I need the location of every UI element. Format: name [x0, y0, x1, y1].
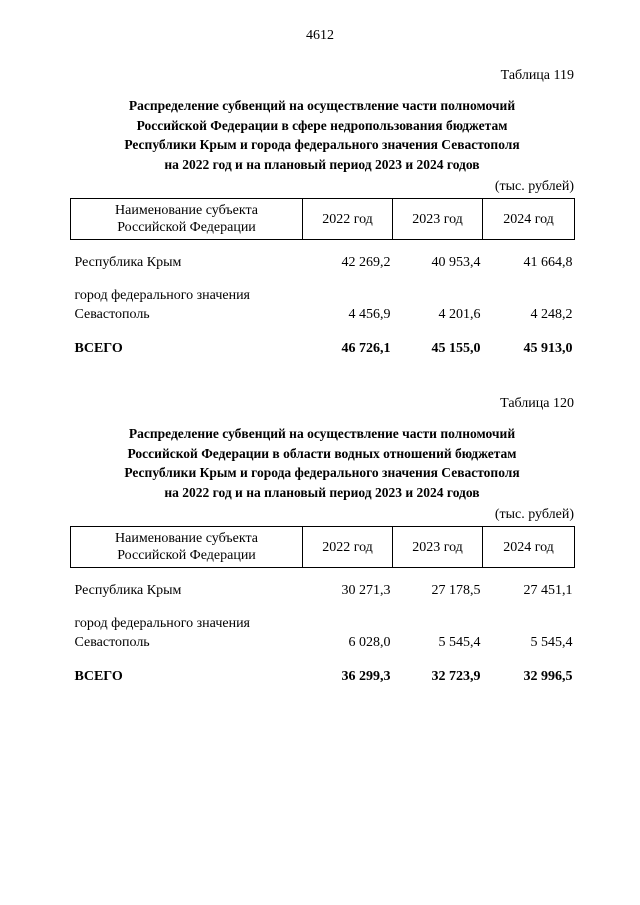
row-name: Республика Крым: [74, 583, 182, 598]
table-title-line: Российской Федерации в сфере недропользования бюджетам: [136, 117, 508, 133]
value-2022: 30 271,3: [341, 583, 391, 598]
total-row: [71, 324, 575, 358]
total-2023: 45 155,0: [431, 341, 481, 356]
table-number: Таблица 120: [500, 396, 574, 411]
table-title-line: Распределение субвенций на осуществление части полномочий: [128, 98, 516, 113]
data-table: [70, 198, 575, 358]
value-2024: 41 664,8: [523, 255, 573, 270]
value-2023: 27 178,5: [431, 583, 481, 598]
total-2024: 45 913,0: [523, 341, 573, 356]
value-2022: 4 456,9: [348, 307, 391, 322]
table-title: [70, 424, 574, 502]
table-row: [71, 568, 575, 601]
header-name-line: Российской Федерации: [117, 220, 256, 235]
table-block-119: [70, 66, 574, 358]
total-2024: 32 996,5: [523, 669, 573, 684]
header-year-2024: 2024 год: [483, 199, 575, 240]
table-title-line: Республики Крым и города федерального значения Севастополя: [124, 465, 520, 480]
table-title: [70, 96, 574, 174]
header-name-line: Наименование субъекта: [115, 531, 258, 546]
value-2022: 6 028,0: [348, 635, 391, 650]
table-title-line: на 2022 год и на плановый период 2023 и 2024 годов: [164, 484, 480, 500]
row-name-line: город федерального значения: [74, 616, 250, 631]
header-name-cell: [71, 199, 303, 240]
value-2023: 40 953,4: [431, 255, 481, 270]
header-row: [71, 199, 575, 240]
row-name: Республика Крым: [74, 255, 182, 270]
header-row: [71, 527, 575, 568]
value-2024: 27 451,1: [523, 583, 573, 598]
table-title-line: на 2022 год и на плановый период 2023 и 2024 годов: [164, 156, 480, 172]
value-2024: 5 545,4: [530, 635, 573, 650]
total-2022: 46 726,1: [341, 341, 391, 356]
header-year-2023: 2023 год: [393, 527, 483, 568]
unit-note: (тыс. рублей): [494, 179, 574, 194]
unit-note: (тыс. рублей): [494, 507, 574, 522]
header-year-2022: 2022 год: [303, 527, 393, 568]
header-year-2023: 2023 год: [393, 199, 483, 240]
header-year-2024: 2024 год: [483, 527, 575, 568]
header-year-2022: 2022 год: [303, 199, 393, 240]
row-name-line: Севастополь: [74, 307, 150, 322]
row-name-line: Севастополь: [74, 635, 150, 650]
row-name-line: город федерального значения: [74, 288, 250, 303]
table-title-line: Российской Федерации в области водных отношений бюджетам: [127, 445, 517, 461]
header-name-line: Российской Федерации: [117, 548, 256, 563]
table-row: [71, 600, 575, 652]
total-label: ВСЕГО: [74, 669, 123, 684]
data-table: [70, 526, 575, 686]
total-row: [71, 652, 575, 686]
value-2023: 5 545,4: [438, 635, 481, 650]
table-row: [71, 272, 575, 324]
total-label: ВСЕГО: [74, 341, 123, 356]
row-name: [71, 600, 303, 652]
table-number: Таблица 119: [500, 68, 574, 83]
row-name: [71, 272, 303, 324]
table-row: [71, 240, 575, 273]
value-2024: 4 248,2: [530, 307, 573, 322]
value-2022: 42 269,2: [341, 255, 391, 270]
value-2023: 4 201,6: [438, 307, 481, 322]
table-title-line: Распределение субвенций на осуществление части полномочий: [128, 426, 516, 441]
total-2022: 36 299,3: [341, 669, 391, 684]
header-name-cell: [71, 527, 303, 568]
table-title-line: Республики Крым и города федерального значения Севастополя: [124, 137, 520, 152]
header-name-line: Наименование субъекта: [115, 203, 258, 218]
page-number: 4612: [306, 28, 334, 43]
table-block-120: [70, 394, 574, 686]
total-2023: 32 723,9: [431, 669, 481, 684]
